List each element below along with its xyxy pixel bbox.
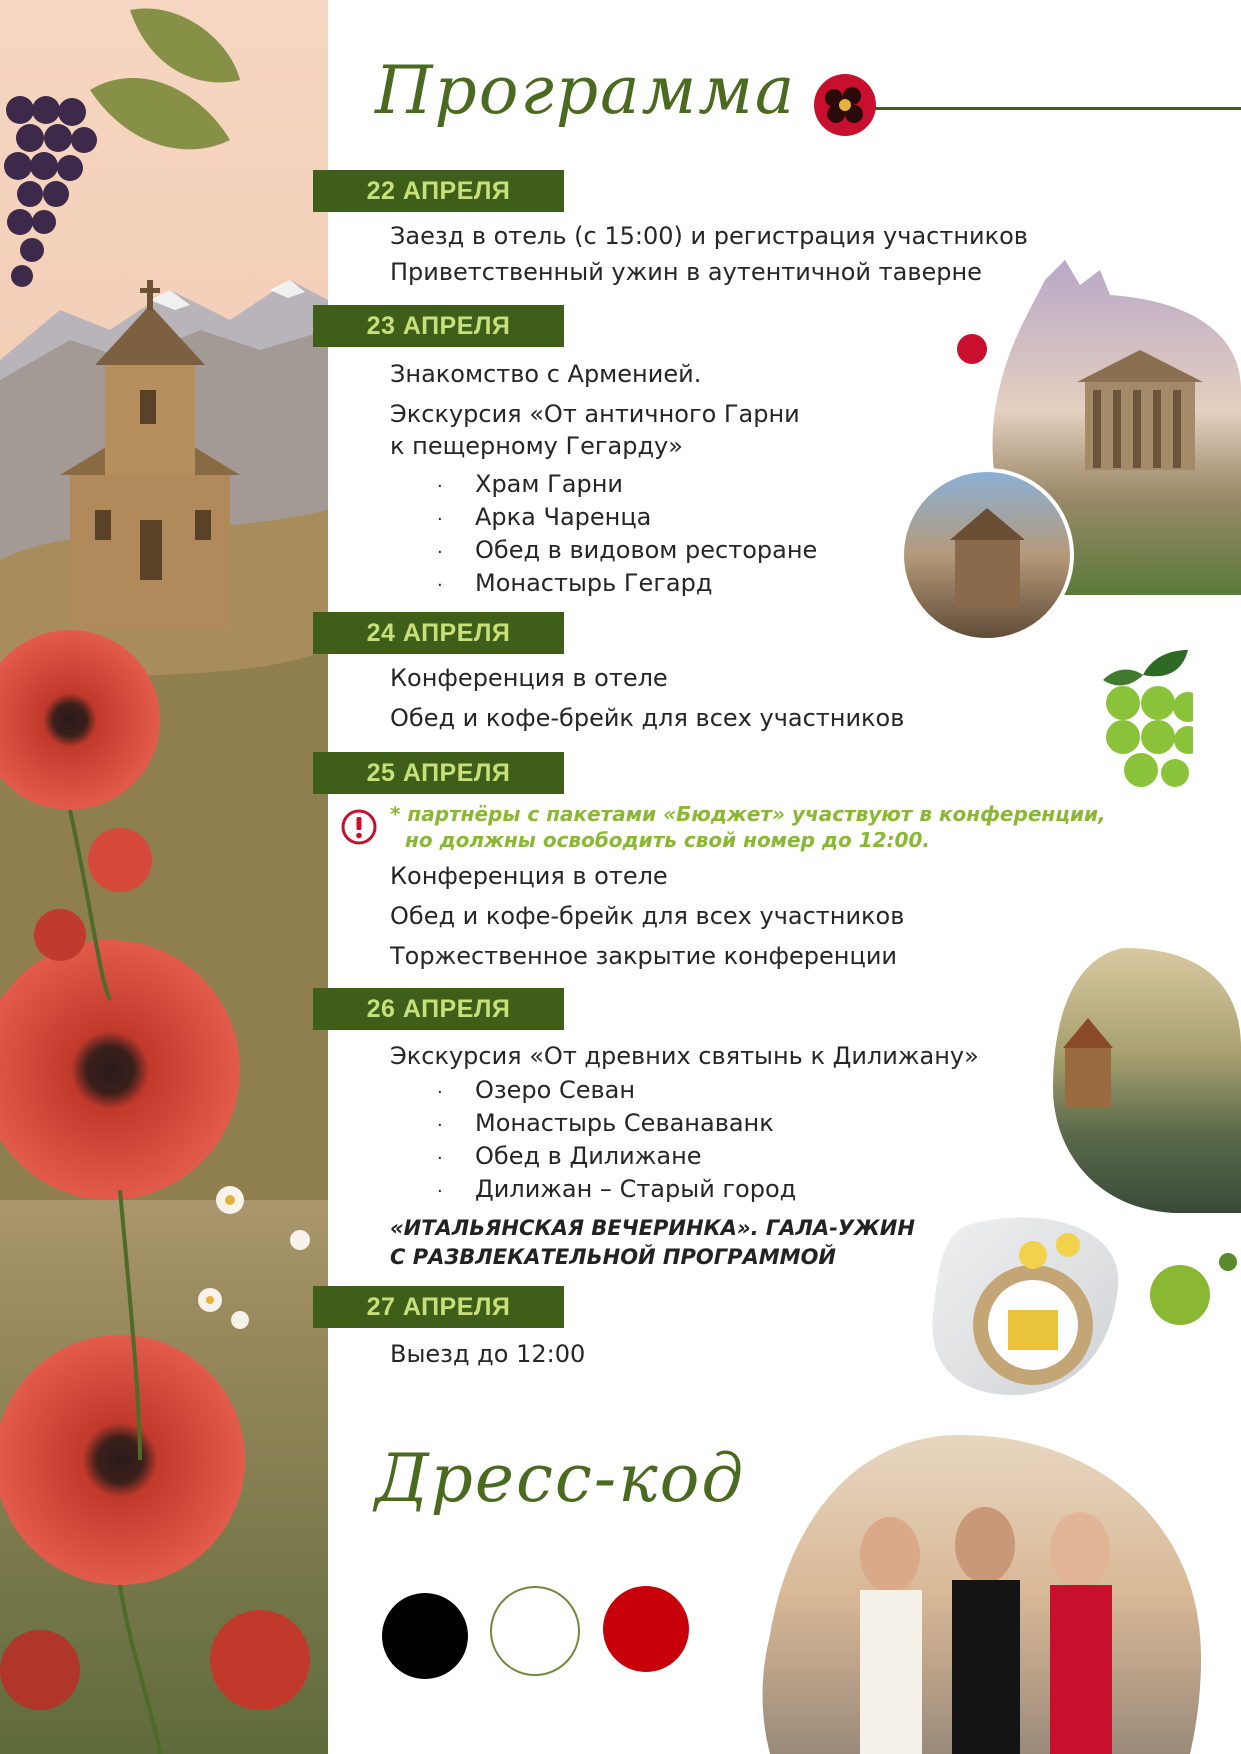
geghard-monastery-photo xyxy=(900,468,1075,643)
title-divider xyxy=(870,107,1241,110)
bullet-mark: · xyxy=(437,1148,443,1169)
date-bar-23: 23 АПРЕЛЯ xyxy=(313,305,564,347)
program-title: Программа xyxy=(375,52,797,129)
list-item: · Озеро Севан xyxy=(437,1076,636,1104)
text-line: к пещерному Гегарду» xyxy=(390,432,683,460)
list-item: · Арка Чаренца xyxy=(437,503,652,531)
grape-cluster-icon xyxy=(1103,645,1193,805)
poppy-flower-icon xyxy=(812,72,878,138)
bullet-mark: · xyxy=(437,1082,443,1103)
swatch-black xyxy=(382,1593,468,1679)
list-item: · Обед в Дилижане xyxy=(437,1142,702,1170)
dilijan-photo xyxy=(1053,948,1241,1213)
red-dot-icon xyxy=(955,332,989,366)
list-item: · Дилижан – Старый город xyxy=(437,1175,797,1203)
text-line: Знакомство с Арменией. xyxy=(390,360,702,388)
bullet-mark: · xyxy=(437,542,443,563)
side-illustration xyxy=(0,0,328,1754)
date-bar-26: 26 АПРЕЛЯ xyxy=(313,988,564,1030)
list-item: · Храм Гарни xyxy=(437,470,623,498)
text-line: Конференция в отеле xyxy=(390,862,668,890)
swatch-white xyxy=(490,1586,580,1676)
text-line: Экскурсия «От древних святынь к Дилижану» xyxy=(390,1042,979,1070)
bullet-mark: · xyxy=(437,1181,443,1202)
date-bar-27: 27 АПРЕЛЯ xyxy=(313,1286,564,1328)
text-line: Выезд до 12:00 xyxy=(390,1340,586,1368)
date-bar-24: 24 АПРЕЛЯ xyxy=(313,612,564,654)
warning-icon xyxy=(340,808,378,846)
gala-title: «ИТАЛЬЯНСКАЯ ВЕЧЕРИНКА». ГАЛА-УЖИН xyxy=(390,1216,915,1240)
date-bar-22: 22 АПРЕЛЯ xyxy=(313,170,564,212)
bullet-mark: · xyxy=(437,1115,443,1136)
dress-code-title: Дресс-код xyxy=(375,1440,746,1517)
list-item: · Обед в видовом ресторане xyxy=(437,536,818,564)
text-line: Торжественное закрытие конференции xyxy=(390,942,898,970)
bullet-mark: · xyxy=(437,575,443,596)
green-dot-icon xyxy=(1148,1250,1241,1327)
bullet-mark: · xyxy=(437,476,443,497)
gala-title: С РАЗВЛЕКАТЕЛЬНОЙ ПРОГРАММОЙ xyxy=(390,1245,836,1269)
dress-code-women-photo xyxy=(760,1435,1241,1754)
text-line: Обед и кофе-брейк для всех участников xyxy=(390,902,905,930)
table-setting-photo xyxy=(928,1215,1123,1397)
note-line: но должны освободить свой номер до 12:00. xyxy=(405,828,930,852)
swatch-red xyxy=(603,1586,689,1672)
text-line: Приветственный ужин в аутентичной таверне xyxy=(390,258,982,286)
text-line: Конференция в отеле xyxy=(390,664,668,692)
text-line: Обед и кофе-брейк для всех участников xyxy=(390,704,905,732)
list-item: · Монастырь Севанаванк xyxy=(437,1109,774,1137)
text-line: Экскурсия «От античного Гарни xyxy=(390,400,800,428)
date-bar-25: 25 АПРЕЛЯ xyxy=(313,752,564,794)
text-line: Заезд в отель (с 15:00) и регистрация участников xyxy=(390,222,1028,250)
note-line: * партнёры с пакетами «Бюджет» участвуют в конференции, xyxy=(390,802,1106,826)
list-item: · Монастырь Гегард xyxy=(437,569,713,597)
bullet-mark: · xyxy=(437,509,443,530)
